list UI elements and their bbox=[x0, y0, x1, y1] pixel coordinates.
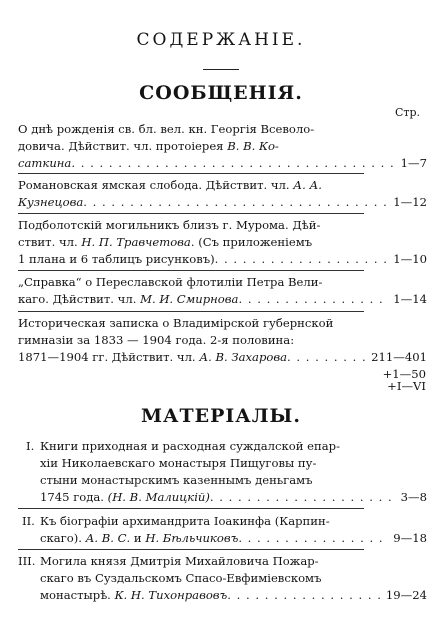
toc-entry bbox=[18, 315, 427, 366]
entry-text: 1871—1904 гг. Дѣйствит. чл. bbox=[18, 350, 200, 364]
section-title-materials: МАТЕРІАЛЫ. bbox=[140, 405, 302, 427]
entry-text: . (Съ приложеніемъ bbox=[190, 235, 313, 249]
toc-entry bbox=[18, 553, 427, 604]
entry-text: Могила князя Дмитрія Михайловича Пожар- bbox=[40, 554, 319, 568]
entry-text: стыни монастырскимъ казеннымъ деньгамъ bbox=[40, 473, 313, 487]
entry-pages: 1—14 bbox=[393, 292, 427, 306]
entry-separator bbox=[18, 173, 364, 174]
entry-text: 1745 года. bbox=[40, 490, 108, 504]
entry-text: ствит. чл. bbox=[18, 235, 82, 249]
toc-entry bbox=[18, 177, 427, 211]
entry-text: довича. Дѣйствит. чл. протоіерея bbox=[18, 139, 228, 153]
toc-entry bbox=[18, 274, 427, 308]
leader-dots bbox=[238, 291, 389, 308]
entry-author: А. А. bbox=[293, 178, 322, 192]
entry-text: Къ біографіи архимандрита Іоакинфа (Карпин- bbox=[40, 514, 330, 528]
entry-text: О днѣ рожденія св. бл. вел. кн. Георгія Всеволо- bbox=[18, 122, 315, 136]
entry-pages: 19—24 bbox=[385, 588, 427, 602]
entry-pages: 1—10 bbox=[393, 252, 427, 266]
leader-dots bbox=[215, 251, 390, 268]
entry-pages: 9—18 bbox=[393, 531, 427, 545]
entry-separator bbox=[18, 311, 364, 312]
entry-extra-pages bbox=[383, 368, 426, 392]
toc-entry bbox=[18, 438, 427, 506]
entry-pages-appendix: +I—VI bbox=[387, 379, 426, 393]
entry-author: К. Н. Тихонравовъ bbox=[114, 588, 228, 602]
entry-number: I. bbox=[26, 439, 35, 453]
title-rule bbox=[203, 69, 239, 70]
toc-entry bbox=[18, 513, 427, 547]
entry-pages: 1—12 bbox=[393, 195, 427, 209]
toc-entry bbox=[18, 121, 427, 172]
entry-pages: 3—8 bbox=[400, 490, 427, 504]
entry-author: (Н. В. Малицкій) bbox=[107, 490, 210, 504]
entry-pages-appendix: +1—50 bbox=[382, 367, 426, 381]
entry-pages: 211—401 bbox=[371, 350, 427, 364]
entry-author: Н. П. Травчетова bbox=[81, 235, 191, 249]
entry-text: и bbox=[130, 531, 146, 545]
entry-author: А. В. С. bbox=[85, 531, 131, 545]
leader-dots bbox=[238, 530, 389, 547]
entry-separator bbox=[18, 549, 364, 550]
entry-author: В. В. Ко- bbox=[227, 139, 279, 153]
entry-text: хіи Николаевскаго монастыря Пищуговы пу- bbox=[40, 456, 317, 470]
entry-author: М. И. Смирнова bbox=[140, 292, 239, 306]
entry-text: Подболотскій могильникъ близъ г. Мурома. Дѣй- bbox=[18, 218, 321, 232]
page-title: СОДЕРЖАНІЕ. bbox=[136, 30, 306, 50]
pages-column-header: Стр. bbox=[394, 106, 420, 119]
leader-dots bbox=[287, 349, 367, 366]
entry-text: скаго въ Суздальскомъ Спасо-Евфиміевскомъ bbox=[40, 571, 322, 585]
entry-text: Историческая записка о Владимірской губернской bbox=[18, 316, 334, 330]
entry-number: II. bbox=[22, 514, 35, 528]
leader-dots bbox=[83, 194, 389, 211]
entry-pages: 1—7 bbox=[400, 156, 427, 170]
entry-text: скаго). bbox=[40, 531, 86, 545]
entry-author: сaткина bbox=[18, 156, 72, 170]
entry-text: „Справка“ о Переславской флотиліи Петра Вели- bbox=[18, 275, 323, 289]
section-title-communications: СООБЩЕНІЯ. bbox=[139, 82, 303, 104]
entry-author: А. В. Захарова bbox=[199, 350, 288, 364]
leader-dots bbox=[227, 587, 382, 604]
entry-text: монастырѣ. bbox=[40, 588, 115, 602]
entry-text: Книги приходная и расходная суждалской епар- bbox=[40, 439, 340, 453]
entry-separator bbox=[18, 213, 364, 214]
entry-number: III. bbox=[18, 554, 36, 568]
entry-separator bbox=[18, 270, 364, 271]
entry-text: каго. Дѣйствит. чл. bbox=[18, 292, 141, 306]
toc-entry bbox=[18, 217, 427, 268]
entry-text: гимназіи за 1833 — 1904 года. 2-я половина: bbox=[18, 333, 295, 347]
entry-text: Романовская ямская слобода. Дѣйствит. чл. bbox=[18, 178, 294, 192]
entry-author: Кузнецова bbox=[18, 195, 84, 209]
entry-author: Н. Бѣльчиковъ bbox=[145, 531, 239, 545]
leader-dots bbox=[71, 155, 396, 172]
entry-separator bbox=[18, 508, 364, 509]
leader-dots bbox=[210, 489, 397, 506]
entry-text: 1 плана и 6 таблицъ рисунковъ) bbox=[18, 252, 215, 266]
